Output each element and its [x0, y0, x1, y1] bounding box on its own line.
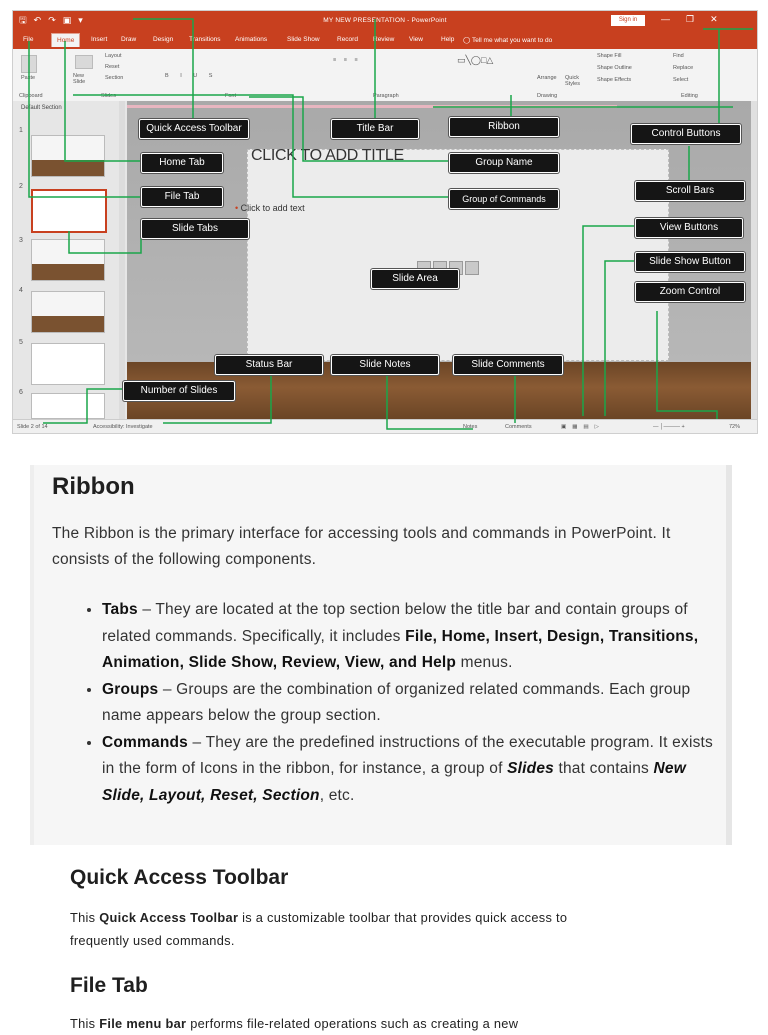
callout-slide-show-button: Slide Show Button	[635, 252, 745, 272]
notes-button[interactable]: Notes	[463, 424, 478, 430]
lightbulb-icon: ◯	[463, 37, 472, 44]
undo-icon[interactable]: ↶	[33, 15, 42, 25]
callout-home-tab: Home Tab	[141, 153, 223, 173]
window-title: MY NEW PRESENTATION - PowerPoint	[323, 17, 447, 24]
file-tab-heading: File Tab	[70, 974, 148, 997]
customize-icon[interactable]: ▾	[78, 15, 83, 25]
callout-view-buttons: View Buttons	[635, 218, 743, 238]
minimize-icon[interactable]: —	[661, 14, 670, 24]
replace-button[interactable]: Replace	[673, 65, 694, 71]
comments-button[interactable]: Comments	[505, 424, 532, 430]
new-slide-label[interactable]: New Slide	[73, 73, 86, 85]
font-format-buttons[interactable]: B I U S	[165, 73, 218, 79]
callout-slide-comments: Slide Comments	[453, 355, 563, 375]
group-paragraph: Paragraph	[373, 93, 399, 99]
ribbon-heading: Ribbon	[52, 473, 135, 500]
callout-control-buttons: Control Buttons	[631, 124, 741, 144]
callout-scroll-bars: Scroll Bars	[635, 181, 745, 201]
close-icon[interactable]: ✕	[710, 14, 718, 24]
group-slides: Slides	[101, 93, 116, 99]
slide-number: 2	[19, 183, 23, 190]
list-item-groups: • Groups – Groups are the combination of organized related commands. Each group name appears below the group section.	[102, 677, 720, 730]
select-button[interactable]: Select	[673, 77, 689, 83]
arrow-number-of-slides	[43, 389, 123, 423]
view-buttons[interactable]: ▣▦▤▷	[561, 424, 605, 430]
paragraph-buttons[interactable]: ≡ ≡ ≡	[333, 57, 361, 63]
slide-title-placeholder[interactable]: CLICK TO ADD TITLE	[251, 147, 404, 164]
callout-slide-tabs: Slide Tabs	[141, 219, 249, 239]
arrange-button[interactable]: Arrange	[537, 75, 557, 81]
save-icon[interactable]: 🖫	[19, 15, 27, 25]
tab-draw[interactable]: Draw	[121, 36, 137, 43]
tab-animations[interactable]: Animations	[235, 36, 268, 43]
callout-group-name: Group Name	[449, 153, 559, 173]
group-drawing: Drawing	[537, 93, 558, 99]
tab-review[interactable]: Review	[373, 36, 395, 43]
zoom-level[interactable]: 72%	[729, 424, 741, 430]
tab-record[interactable]: Record	[337, 36, 358, 43]
slide-number: 1	[19, 127, 23, 134]
layout-button[interactable]: Layout	[105, 53, 122, 59]
slide-text: Click to add text	[240, 203, 305, 213]
callout-slide-notes: Slide Notes	[331, 355, 439, 375]
tab-insert[interactable]: Insert	[91, 36, 108, 43]
ribbon-components-list	[84, 597, 720, 809]
ribbon-intro: The Ribbon is the primary interface for accessing tools and commands in PowerPoint. It consists of the following components.	[52, 525, 671, 568]
tab-transitions[interactable]: Transitions	[189, 36, 221, 43]
tab-view[interactable]: View	[409, 36, 423, 43]
slide-count: Slide 2 of 14	[17, 424, 48, 430]
callout-file-tab: File Tab	[141, 187, 223, 207]
reset-button[interactable]: Reset	[105, 64, 120, 70]
find-button[interactable]: Find	[673, 53, 684, 59]
callout-title-bar: Title Bar	[331, 119, 419, 139]
tab-file[interactable]: File	[23, 36, 34, 43]
arrow-zoom	[657, 311, 717, 419]
tab-help[interactable]: Help	[441, 36, 455, 43]
callout-quick-access-toolbar: Quick Access Toolbar	[139, 119, 249, 139]
callout-number-of-slides: Number of Slides	[123, 381, 235, 401]
arrow-slide-notes	[387, 373, 473, 429]
arrow-view-buttons	[583, 226, 635, 416]
sign-in-button[interactable]: Sign in	[611, 15, 645, 26]
tab-design[interactable]: Design	[153, 36, 174, 43]
tab-home[interactable]: Home	[51, 33, 80, 47]
group-clipboard: Clipboard	[19, 93, 43, 99]
group-editing: Editing	[681, 93, 698, 99]
tell-me-text: Tell me what you want to do	[471, 37, 553, 44]
callout-group-of-commands: Group of Commands	[449, 189, 559, 209]
callout-ribbon: Ribbon	[449, 117, 559, 137]
section-header[interactable]: Default Section	[21, 105, 62, 111]
arrow-control-buttons	[703, 29, 753, 126]
paste-label[interactable]: Paste	[21, 75, 36, 81]
quick-styles-button[interactable]: Quick Styles	[565, 75, 580, 87]
callout-zoom-control: Zoom Control	[635, 282, 745, 302]
slide-number: 5	[19, 339, 23, 346]
accessibility-status[interactable]: Accessibility: Investigate	[93, 424, 153, 430]
restore-icon[interactable]: ❐	[686, 14, 695, 24]
callout-slide-area: Slide Area	[371, 269, 459, 289]
arrow-slide-tabs	[69, 231, 141, 253]
ribbon-section	[30, 465, 732, 845]
arrow-ribbon-groups	[433, 95, 733, 107]
arrow-qat	[133, 19, 193, 121]
list-item-commands: • Commands – They are the predefined instructions of the executable program. It exists in the form of Icons in the ribbon, for instance, a group of Slides that contains New Slide, Layout, Reset, Section, etc.	[102, 730, 720, 810]
arrow-slide-show	[605, 261, 635, 416]
arrow-file-tab	[29, 41, 141, 197]
shape-outline-button[interactable]: Shape Outline	[597, 65, 632, 71]
callout-status-bar: Status Bar	[215, 355, 323, 375]
zoom-slider[interactable]: — │——— +	[653, 424, 685, 430]
redo-icon[interactable]: ↷	[48, 15, 56, 25]
shape-fill-button[interactable]: Shape Fill	[597, 53, 622, 59]
slide-number: 6	[19, 389, 23, 396]
qat-paragraph: This Quick Access Toolbar is a customizable toolbar that provides quick access to frequently used commands.	[70, 910, 568, 948]
bullet-icon: •	[235, 203, 241, 213]
shape-effects-button[interactable]: Shape Effects	[597, 77, 632, 83]
powerpoint-annotated-screenshot	[12, 10, 758, 434]
arrow-home-tab	[65, 41, 141, 161]
slide-number: 4	[19, 287, 23, 294]
present-icon[interactable]: ▣	[62, 15, 72, 25]
qat-heading: Quick Access Toolbar	[70, 866, 289, 889]
list-item-tabs: • Tabs – They are located at the top section below the title bar and contain groups of related commands. Specifically, it includes File, Home, Insert, Design, Transitions, Animation, Slide Show, Review, View, and Help menus.	[102, 597, 720, 677]
section-button[interactable]: Section	[105, 75, 124, 81]
tab-slide-show[interactable]: Slide Show	[287, 36, 320, 43]
arrow-group-of-commands	[73, 95, 449, 197]
shapes-gallery[interactable]: ▭╲◯□△	[457, 55, 494, 65]
group-font: Font	[225, 93, 237, 99]
slide-number: 3	[19, 237, 23, 244]
file-tab-paragraph: This File menu bar performs file-related operations such as creating a new	[70, 1016, 519, 1031]
